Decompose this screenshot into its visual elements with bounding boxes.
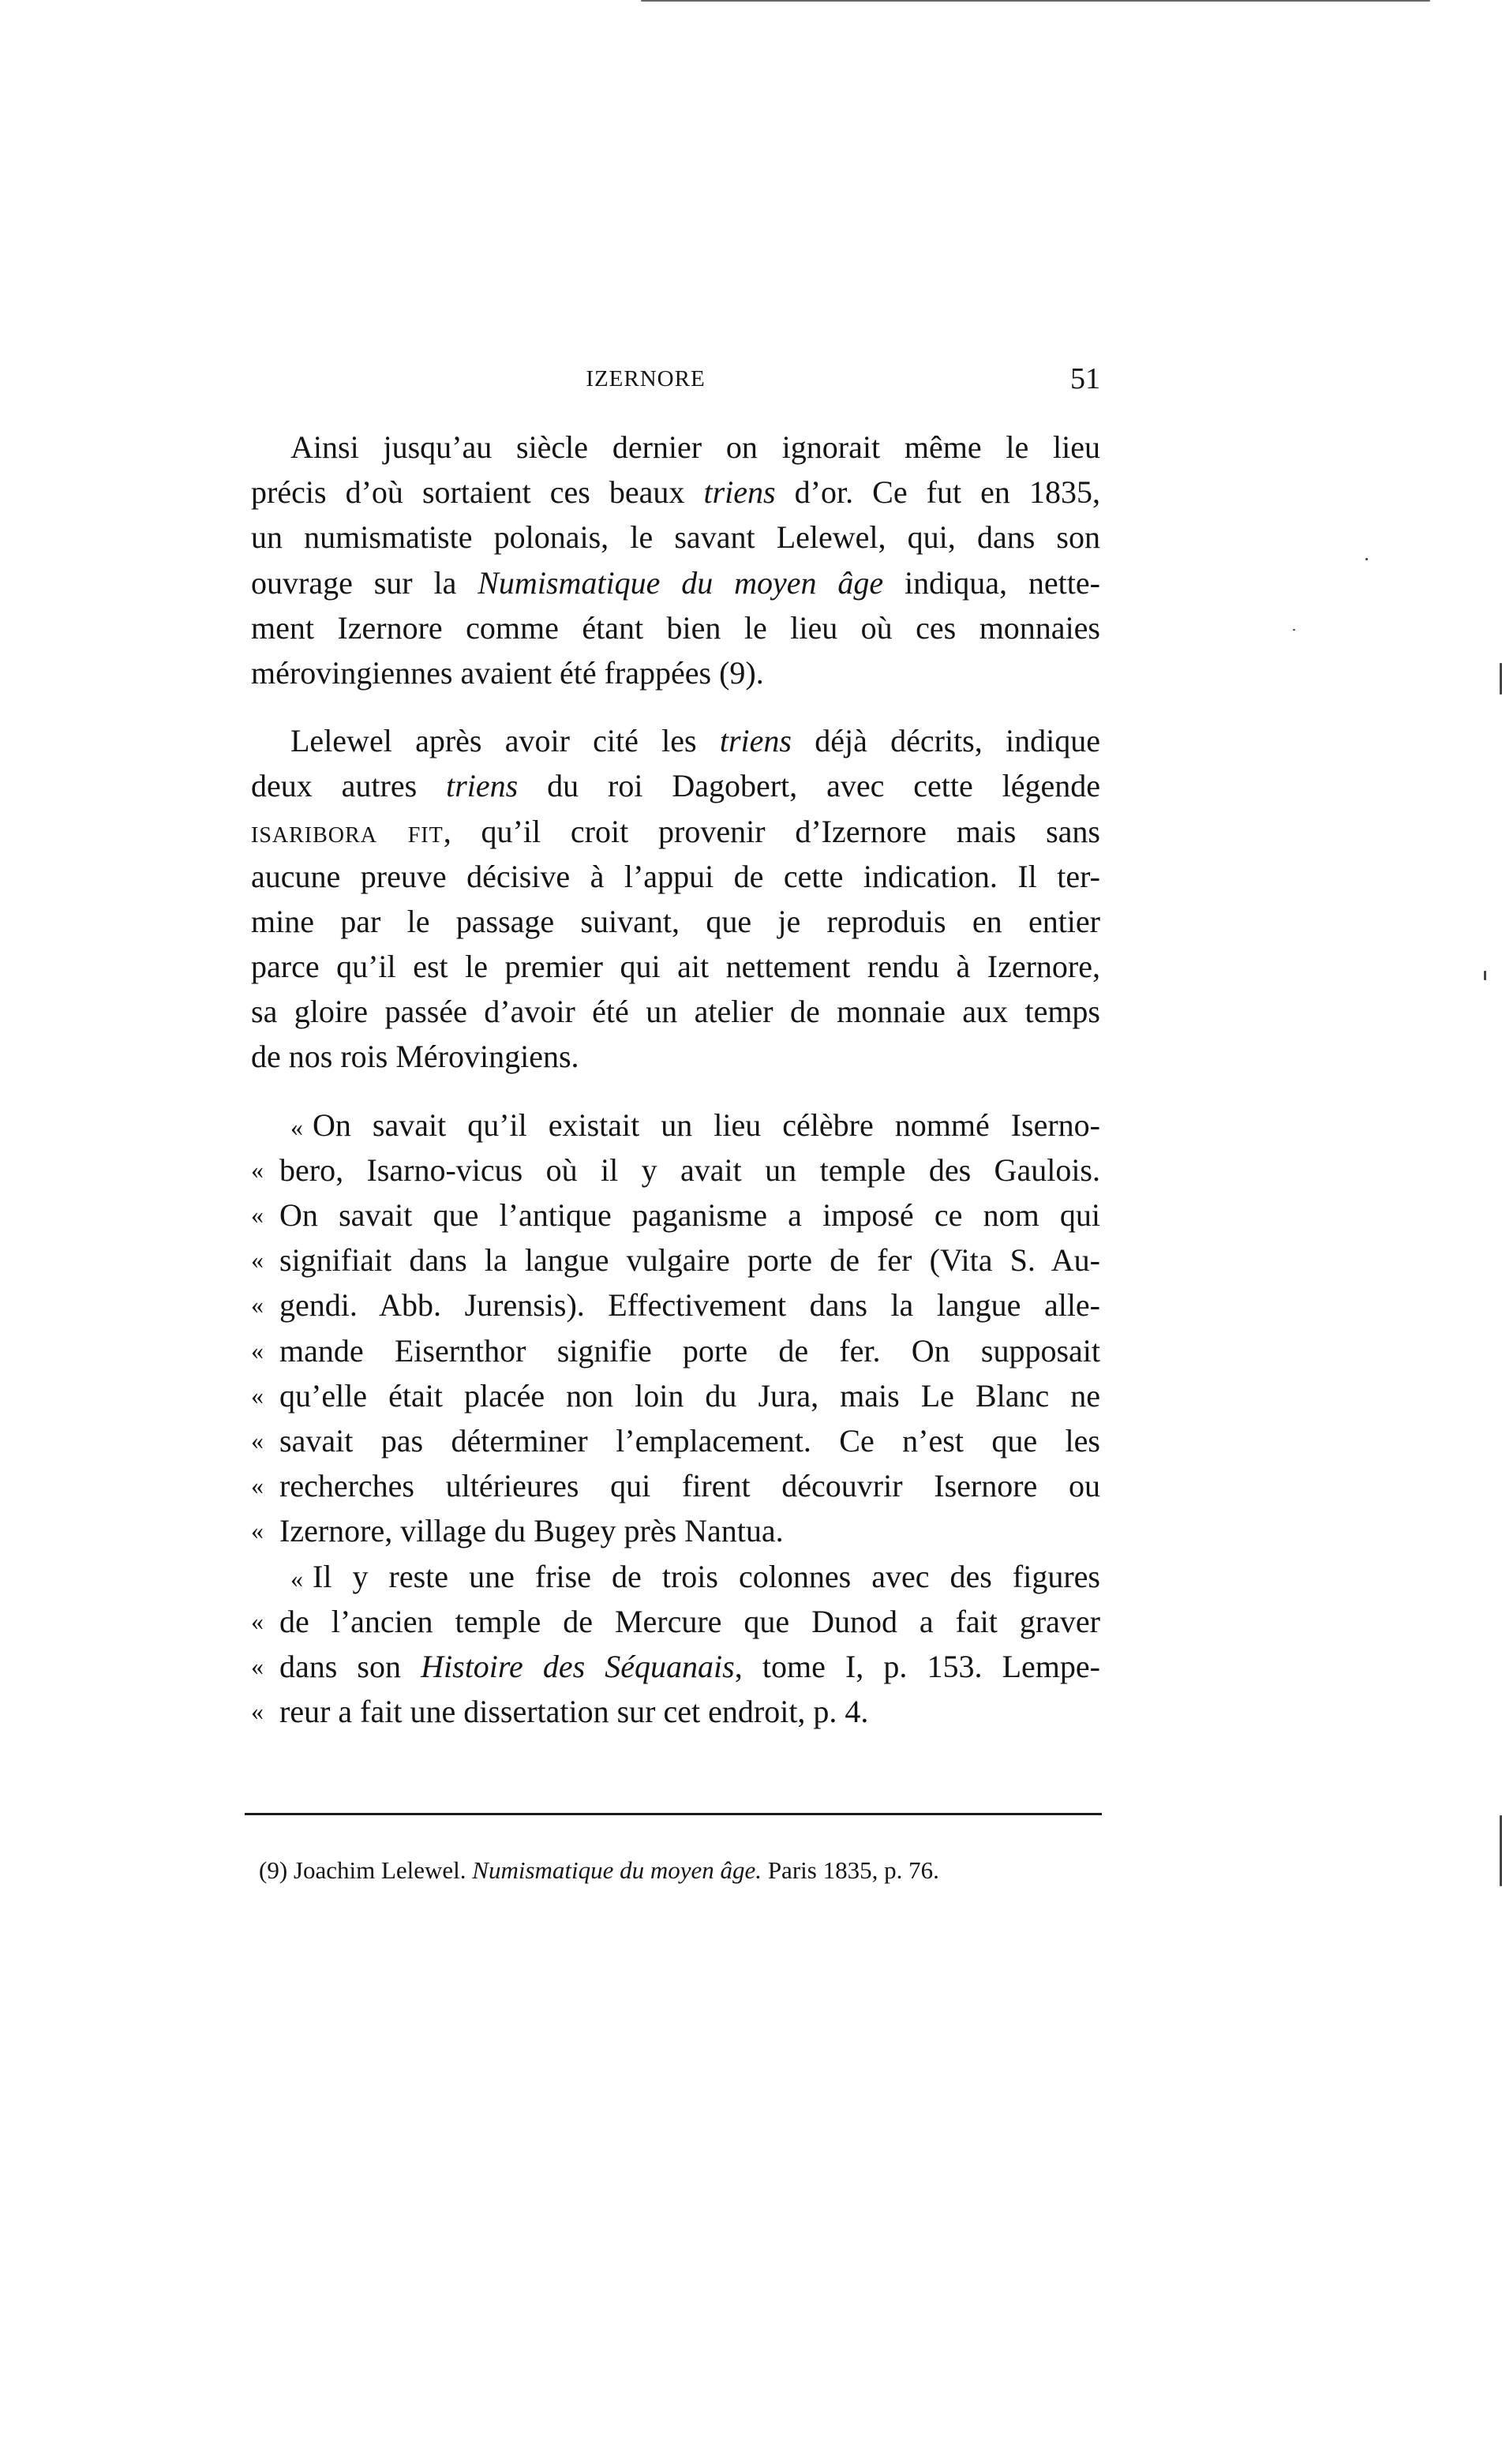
paragraph-gap [251, 695, 1100, 718]
text-line: isaribora fit, qu’il croit provenir d’Izernore mais sans [251, 813, 1100, 849]
italic-title: Numismatique du moyen âge. [472, 1856, 762, 1884]
paragraph [251, 718, 1100, 1080]
scan-speck [1293, 629, 1295, 631]
quote-line [251, 1463, 1100, 1508]
quotation [251, 1103, 1100, 1735]
footnote-divider [245, 1813, 1102, 1815]
quote-text: recherches ultérieures qui firent découvrir Isernore ou [279, 1468, 1100, 1504]
italic-title: Histoire des Séquanais [421, 1648, 735, 1684]
guillemet: « [251, 1380, 264, 1410]
quote-line [251, 1103, 1100, 1148]
coin-legend: isaribora fit [251, 813, 444, 849]
quote-text: reur a fait une dissertation sur cet endroit, p. 4. [279, 1694, 869, 1730]
guillemet: « [251, 1651, 264, 1680]
running-head [251, 361, 1100, 396]
text-line: de nos rois Mérovingiens. [251, 1039, 579, 1075]
guillemet: « [251, 1290, 264, 1320]
text-line: sa gloire passée d’avoir été un atelier de monnaie aux temps [251, 994, 1100, 1030]
quote-line [251, 1283, 1100, 1327]
italic-title: triens [719, 723, 792, 759]
guillemet: « [290, 1112, 303, 1141]
text-line: Lelewel après avoir cité les triens déjà décrits, indique [290, 723, 1100, 759]
guillemet: « [251, 1516, 264, 1545]
quote-text: gendi. Abb. Jurensis). Effectivement dans la langue alle- [279, 1287, 1100, 1324]
guillemet: « [251, 1200, 264, 1229]
text-line: mine par le passage suivant, que je reproduis en entier [251, 903, 1100, 939]
footnotes [259, 1856, 1100, 1885]
paragraph-gap [251, 1080, 1100, 1103]
quote-text: dans son Histoire des Séquanais, tome I, p. 153. Lempe- [279, 1648, 1100, 1684]
body-text [251, 425, 1100, 1734]
quote-line [251, 1554, 1100, 1599]
italic-title: Numismatique du moyen âge [478, 564, 884, 601]
quote-line [251, 1599, 1100, 1644]
scan-speck [1365, 558, 1368, 560]
quote-line [251, 1644, 1100, 1689]
quote-line [251, 1689, 1100, 1734]
quote-text: bero, Isarno-vicus où il y avait un temple des Gaulois. [279, 1151, 1100, 1188]
quote-text: signifiait dans la langue vulgaire porte de fer (Vita S. Au- [279, 1242, 1100, 1279]
quote-text: qu’elle était placée non loin du Jura, mais Le Blanc ne [279, 1377, 1100, 1414]
text-line: précis d’où sortaient ces beaux triens d’or. Ce fut en 1835, [251, 474, 1100, 511]
text-line: ment Izernore comme étant bien le lieu où ces monnaies [251, 609, 1100, 646]
quote-text: On savait que l’antique paganisme a imposé ce nom qui [279, 1197, 1100, 1233]
quote-line [251, 1193, 1100, 1238]
paragraphs [251, 425, 1100, 1103]
guillemet: « [251, 1471, 264, 1500]
quote-line [251, 1508, 1100, 1553]
quote-text: de l’ancien temple de Mercure que Dunod a fait graver [279, 1603, 1100, 1639]
italic-title: triens [446, 768, 519, 804]
guillemet: « [251, 1425, 264, 1455]
guillemet: « [290, 1563, 303, 1593]
scan-speck [641, 0, 1430, 2]
quote-text: savait pas déterminer l’emplacement. Ce n’est que les [279, 1422, 1100, 1459]
text-line: un numismatiste polonais, le savant Lelewel, qui, dans son [251, 519, 1100, 556]
guillemet: « [251, 1155, 264, 1184]
italic-title: triens [703, 474, 776, 511]
quote-text: mande Eisernthor signifie porte de fer. On supposait [279, 1332, 1100, 1369]
text-line: ouvrage sur la Numismatique du moyen âge indiqua, nette- [251, 564, 1100, 601]
text-line: parce qu’il est le premier qui ait nettement rendu à Izernore, [251, 949, 1100, 985]
page-number: 51 [1070, 362, 1100, 395]
text-line: deux autres triens du roi Dagobert, avec cette légende [251, 768, 1101, 804]
scan-speck [1484, 971, 1486, 980]
quote-text: « Il y reste une frise de trois colonnes avec des figures [290, 1558, 1100, 1594]
running-title: IZERNORE [586, 366, 706, 391]
guillemet: « [251, 1335, 264, 1365]
text-line: mérovingiennes avaient été frappées (9). [251, 654, 764, 691]
guillemet: « [251, 1697, 264, 1726]
quote-line [251, 1418, 1100, 1463]
paragraph [251, 425, 1100, 695]
guillemet: « [251, 1606, 264, 1635]
quote-text: Izernore, village du Bugey près Nantua. [279, 1513, 784, 1549]
quote-line [251, 1238, 1100, 1283]
guillemet: « [251, 1245, 264, 1275]
quote-line [251, 1328, 1100, 1373]
quote-line [251, 1148, 1100, 1193]
quote-line [251, 1373, 1100, 1418]
text-line: aucune preuve décisive à l’appui de cette indication. Il ter- [251, 858, 1100, 894]
quote-text: « On savait qu’il existait un lieu célèbre nommé Iserno- [290, 1107, 1100, 1143]
text-line: Ainsi jusqu’au siècle dernier on ignorait même le lieu [290, 429, 1100, 465]
footnote-item: (9) Joachim Lelewel. Numismatique du moyen âge. Paris 1835, p. 76. [259, 1856, 939, 1884]
